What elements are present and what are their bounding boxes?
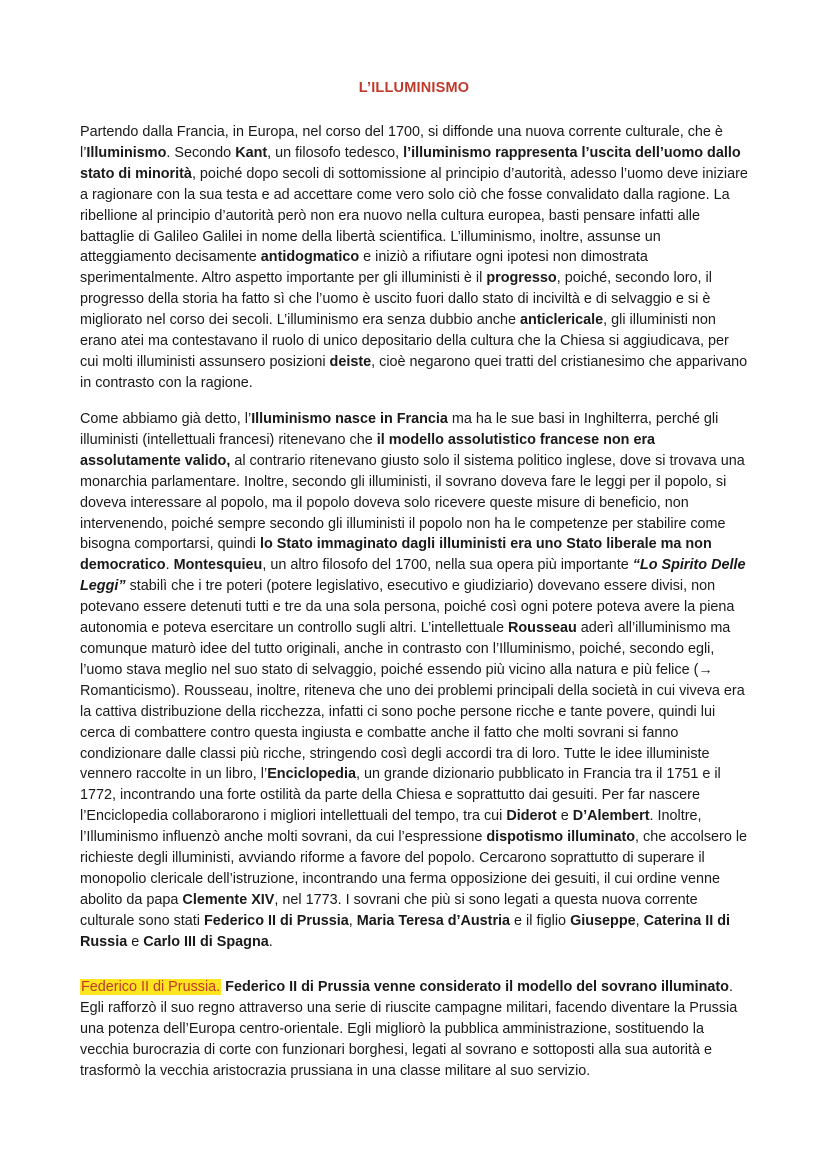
bold-phrase: Kant bbox=[235, 144, 268, 161]
bold-phrase: antidogmatico bbox=[260, 249, 360, 266]
text-run: . Egli rafforzò il suo regno attraverso una serie di riuscite campagne militari, facendo diventare la Prussia una potenza dell’Europa centro-orientale. Egli migliorò la pubblica amministrazione, sostituendo la vecchia burocrazia di corte con funzionari borghesi, legati al sovrano e sottoposti alla sua autorità e trasformò la vecchia aristocrazia prussiana in una classe militare al suo servizio. bbox=[80, 979, 738, 1079]
bold-phrase: Federico II di Prussia bbox=[204, 912, 349, 929]
bold-phrase: Montesquieu bbox=[173, 557, 263, 574]
bold-phrase: Illuminismo nasce in Francia bbox=[251, 411, 448, 427]
page-title: L’ILLUMINISMO bbox=[358, 80, 470, 96]
text-run: , bbox=[635, 912, 644, 929]
text-run: . Inoltre, l’Illuminismo influenzò anche molti sovrani, da cui l’espressione bbox=[80, 808, 702, 846]
text-run: . Secondo bbox=[166, 144, 236, 161]
bold-phrase: D’Alembert bbox=[572, 808, 650, 825]
text-run: aderì all’illuminismo ma comunque maturò idee del tutto originali, anche in contrasto con l’Illuminismo, poiché, secondo egli, l’uomo stava meglio nel suo stato di selvaggio, poiché essendo più vicino alla natura e più felice (→ Romanticismo). Rousseau, inoltre, riteneva che uno dei problemi principali della società in cui viveva era la cattiva distribuzione della ricchezza, infatti ci sono poche persone ricche e tante povere, quindi lui cerca di combattere contro questa ingiusta e combatte anche il fatto che molti sovrani si fanno condizionare dalle classi più ricche, stringendo così degli accordi tra di loro. Tutte le idee illuministe vennero raccolte in un libro, l’ bbox=[80, 620, 745, 783]
bold-phrase: Illuminismo bbox=[86, 144, 167, 161]
text-run: e bbox=[556, 808, 573, 825]
text-run: , bbox=[348, 912, 357, 929]
text-run: Come abbiamo già detto, l’ bbox=[80, 411, 252, 427]
bold-phrase: anticlericale bbox=[519, 312, 604, 329]
text-run: stabilì che i tre poteri (potere legislativo, esecutivo e giudiziario) dovevano essere divisi, non potevano essere detenuti tutti e tre da una sola persona, poiché così ogni potere poteva avere la piena autonomia e poteva esercitare un controllo sugli altri. L’intellettuale bbox=[80, 578, 735, 637]
paragraph-intro bbox=[80, 122, 750, 394]
text-run: . bbox=[165, 557, 174, 574]
text-run: , un filosofo tedesco, bbox=[267, 144, 404, 161]
text-run: , poiché dopo secoli di sottomissione al principio d’autorità, adesso l’uomo deve iniziare a ragionare con la sua testa e ad accettare come vero solo ciò che fosse convalidato dalla ragione. La ribellione al principio d’autorità però non era nuovo nella cultura europea, basti pensare infatti alle battaglie di Galileo Galilei in nome della libertà scientifica. L’illuminismo, inoltre, assunse un atteggiamento decisamente bbox=[80, 165, 748, 266]
bold-phrase: Carlo III di Spagna bbox=[143, 933, 269, 950]
bold-phrase: il modello assolutistico francese non era assolutamente valido, bbox=[80, 431, 656, 469]
bold-phrase: Rousseau bbox=[507, 620, 577, 637]
bold-phrase: lo Stato immaginato dagli illuministi era uno Stato liberale ma non democratico bbox=[80, 536, 712, 574]
text-run: ma ha le sue basi in Inghilterra, perché gli illuministi (intellettuali francesi) ritenevano che bbox=[80, 411, 719, 448]
bold-phrase: l’illuminismo rappresenta l’uscita dell’uomo dallo stato di minorità bbox=[80, 144, 741, 182]
bold-phrase: Giuseppe bbox=[570, 912, 636, 929]
text-run: e il figlio bbox=[510, 912, 571, 929]
bold-phrase: “Lo Spirito Delle Leggi” bbox=[80, 557, 746, 595]
text-run: e iniziò a rifiutare ogni ipotesi non dimostrata sperimentalmente. Altro aspetto importante per gli illuministi è il bbox=[80, 249, 648, 287]
text-run: , gli illuministi non erano atei ma contestavano il ruolo di unico depositario della cultura che la Chiesa si aggiudicava, per cui molti illuministi assunsero posizioni bbox=[80, 312, 729, 370]
text-run: al contrario ritenevano giusto solo il sistema politico inglese, dove si trovava una monarchia parlamentare. Inoltre, secondo gli illuministi, il sovrano doveva fare le leggi per il popolo, si doveva interessare al popolo, ma il popolo doveva solo ricevere queste misure di beneficio, non intervenendo, poiché sempre secondo gli illuministi il popolo non ha le competenze per stabilire come bisogna comportarsi, quindi bbox=[80, 452, 745, 553]
paragraph-origins bbox=[80, 409, 750, 953]
text-run: , un grande dizionario pubblicato in Francia tra il 1751 e il 1772, incontrando una forte ostilità da parte della Chiesa e soprattutto dai gesuiti. Per far nascere l’Enciclopedia collaborarono i migliori intellettuali del tempo, tra cui bbox=[80, 766, 721, 825]
text-run: , cioè negarono quei tratti del cristianesimo che apparivano in contrasto con la ragione. bbox=[80, 353, 748, 391]
bold-phrase: Diderot bbox=[506, 808, 557, 825]
paragraph-federico bbox=[80, 977, 750, 1082]
bold-phrase: progresso bbox=[486, 270, 557, 287]
text-run: . bbox=[268, 933, 273, 950]
text-run: , nel 1773. I sovrani che più si sono legati a questa nuova corrente culturale sono stati bbox=[80, 891, 698, 929]
text-run: , un altro filosofo del 1700, nella sua opera più importante bbox=[262, 557, 633, 574]
bold-phrase: Caterina II di Russia bbox=[80, 912, 731, 950]
text-run: , che accolsero le richieste degli illuministi, avviando riforme a favore del popolo. Cercarono soprattutto di superare il monopolio clericale dell’istruzione, incontrando una ferma opposizione dei gesuiti, il cui ordine venne abolito da papa bbox=[80, 829, 748, 908]
bold-phrase: Federico II di Prussia venne considerato il modello del sovrano illuminato bbox=[225, 979, 729, 995]
text-run: e bbox=[127, 933, 144, 950]
highlighted-heading: Federico II di Prussia. bbox=[81, 979, 221, 995]
bold-phrase: dispotismo illuminato bbox=[486, 829, 636, 846]
text-run: Partendo dalla Francia, in Europa, nel corso del 1700, si diffonde una nuova corrente culturale, che è l’ bbox=[80, 124, 723, 161]
bold-phrase: Maria Teresa d’Austria bbox=[356, 912, 511, 929]
bold-phrase: Clemente XIV bbox=[182, 891, 275, 908]
text-run: , poiché, secondo loro, il progresso della storia ha fatto sì che l’uomo è uscito fuori dallo stato di inciviltà e di selvaggio e si è migliorato nel corso dei secoli. L’illuminismo era senza dubbio anche bbox=[80, 270, 712, 329]
bold-phrase: Enciclopedia bbox=[267, 766, 356, 783]
bold-phrase: deiste bbox=[329, 353, 372, 370]
